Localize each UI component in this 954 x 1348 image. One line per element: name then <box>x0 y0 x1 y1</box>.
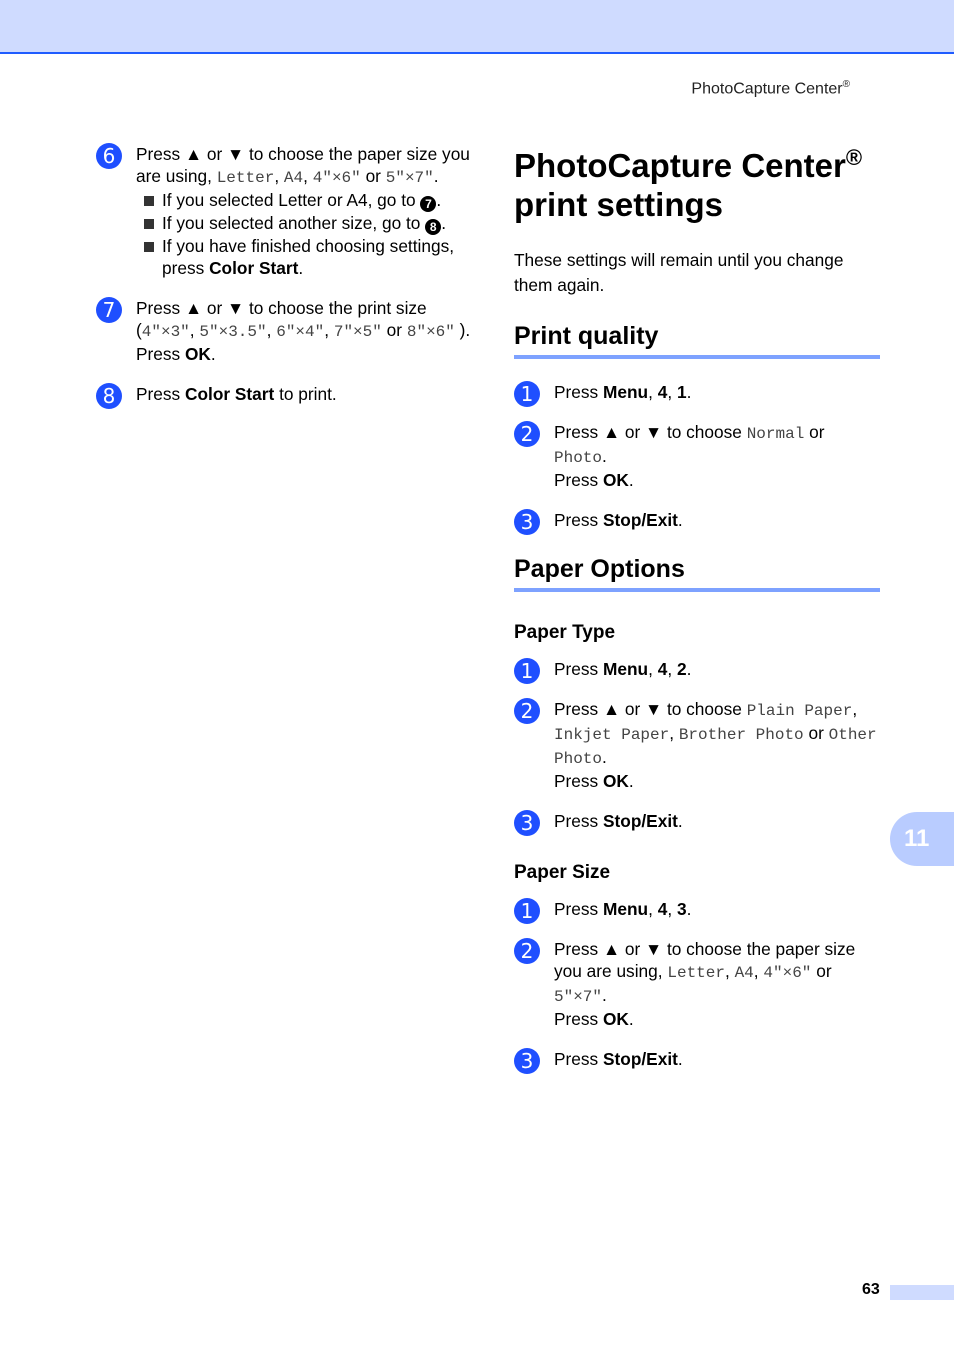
pq-step-3: 3 Press Stop/Exit. <box>514 509 880 531</box>
step-7: 7 Press ▲ or ▼ to choose the print size (4"×3", 5"×3.5", 6"×4", 7"×5" or 8"×6" ). Press OK. <box>96 297 476 365</box>
page-title: PhotoCapture Center® print settings <box>514 145 863 223</box>
step-6: 6 Press ▲ or ▼ to choose the paper size you are using, Letter, A4, 4"×6" or 5"×7". If you selected Letter or A4, go to 7 . If you selected another size, go to 8 . If you have finished choosing settings, press Color Start. <box>96 143 476 279</box>
chapter-tab: 11 <box>890 812 954 866</box>
subsection-paper-size: Paper Size <box>514 862 611 883</box>
intro-text: These settings will remain until you change them again. <box>514 250 844 295</box>
header-band <box>0 0 954 54</box>
step-number-6: 6 <box>96 143 122 169</box>
subsection-paper-type: Paper Type <box>514 622 616 643</box>
step-8: 8 Press Color Start to print. <box>96 383 476 405</box>
ps-step-1: 1 Press Menu, 4, 3. <box>514 898 880 920</box>
pt-step-3: 3 Press Stop/Exit. <box>514 810 880 832</box>
pt-step-1: 1 Press Menu, 4, 2. <box>514 658 880 680</box>
bullet-item: If you selected another size, go to 8 . <box>136 212 476 235</box>
pq-step-2: 2 Press ▲ or ▼ to choose Normal or Photo. Press OK. <box>514 421 880 491</box>
bullet-list <box>136 189 476 279</box>
section-print-quality: Print quality <box>514 322 880 359</box>
step-number-8: 8 <box>96 383 122 409</box>
ps-step-2: 2 Press ▲ or ▼ to choose the paper size you are using, Letter, A4, 4"×6" or 5"×7". Press OK. <box>514 938 880 1030</box>
right-column <box>514 138 880 1088</box>
section-paper-options: Paper Options <box>514 555 880 592</box>
step-number-7: 7 <box>96 297 122 323</box>
ps-step-3: 3 Press Stop/Exit. <box>514 1048 880 1070</box>
bullet-item: If you selected Letter or A4, go to 7 . <box>136 189 476 212</box>
pt-step-2: 2 Press ▲ or ▼ to choose Plain Paper, Inkjet Paper, Brother Photo or Other Photo. Press OK. <box>514 698 880 792</box>
page-number: 63 <box>862 1281 880 1298</box>
footer-band <box>890 1285 954 1300</box>
pq-step-1: 1 Press Menu, 4, 1. <box>514 381 880 403</box>
left-column <box>96 143 476 423</box>
running-header: PhotoCapture Center® <box>691 79 850 98</box>
bullet-item: If you have finished choosing settings, press Color Start. <box>136 235 476 279</box>
